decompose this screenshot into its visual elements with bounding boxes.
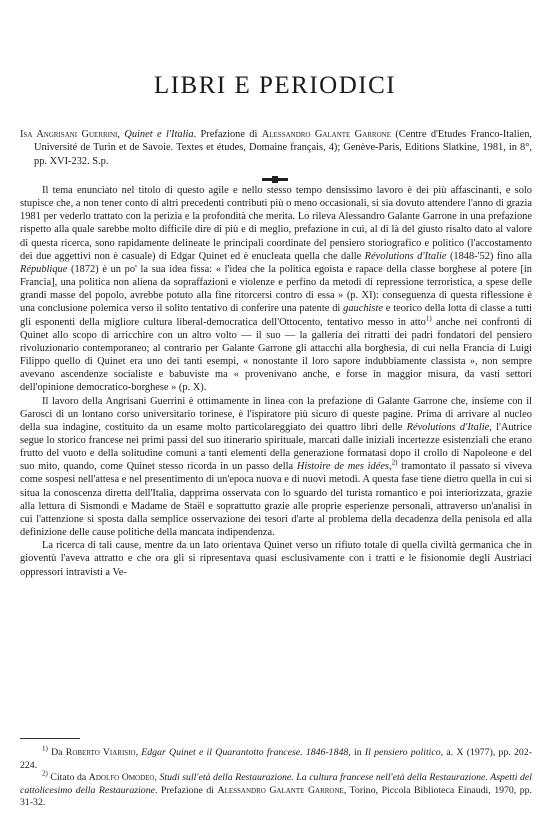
footnote-number: 1) <box>42 744 48 753</box>
footnotes <box>20 744 533 810</box>
text-run: , in <box>348 747 365 758</box>
text-run: Da <box>47 747 66 758</box>
italic-run: Studi sull'età della Restaurazione. La cultura francese nell'età della Restaurazione. Aspetti del cattolicesimo della Restaurazione <box>20 772 532 796</box>
text-run: Il lavoro della Angrisani Guerrini è ottimamente in linea con la prefazione di Galante Garrone che, insieme con il Garosci di un lontano corso universitario torinese, è l'ispiratore più sicuro di queste pagine. Prima di arrivare al nucleo della sua indagine, costituito da un esame molto particolareggiato dei quattro libri delle <box>20 395 532 433</box>
footnote-divider <box>20 738 80 739</box>
footnote-author: Roberto Viarisio <box>65 747 136 758</box>
ornament-icon <box>262 176 288 183</box>
footnote-ref-1[interactable]: 1) <box>425 314 432 323</box>
footnote-author: Adolfo Omodeo <box>88 772 155 784</box>
text-run: (1848-'52) fino alla <box>446 250 532 262</box>
italic-run: gauchiste <box>343 303 383 315</box>
text-run: La ricerca di tali cause, mentre da un lato orientava Quinet verso un rifiuto totale di quella civiltà germanica che in gioventù l'aveva attratto e che ora gli si ripresentava quasi esclusivamente con i tratti e le fisionomie degli Austriaci oppressori intravisti a Ve- <box>20 540 532 578</box>
entry-book-title: Quinet e l'Italia <box>124 129 194 140</box>
footnote-2 <box>20 769 533 810</box>
entry-preface-intro: . Prefazione di <box>193 129 262 140</box>
text-run: tramontato il passato si viveva come sospesi nell'attesa e nel presentimento di un'epoca nuova e di nuovi metodi. A questa fase tiene dietro quella in cui si situa la conoscenza diretta dell'Italia, dapprima osservata con lo sguardo del turista romantico e poi interiorizzata, grazie alla lettura di Sismondi e Madame de Staël e soprattutto grazie alle proprie esperienze personali, attraverso un'analisi in cui l'attenzione si sposta dalla semplice osservazione dei tesori d'arte al problema della decadenza della penisola ed alla definizione delle cause politiche della mancata indipendenza. <box>20 461 532 539</box>
italic-run: République <box>20 263 68 275</box>
italic-run: Il pensiero politico <box>364 747 441 758</box>
text-run: , a. X (1977), pp. 202-224. <box>20 747 532 771</box>
text-run: , <box>388 461 392 473</box>
italic-run: Edgar Quinet e il Quarantotto francese. 1846-1848 <box>141 747 349 758</box>
text-run: anche nei confronti di Quinet allo scopo di arricchire con un altro volto — il suo — la galleria dei ritratti dei padri fondatori del pensiero rivoluzionario contemporaneo; al contrario per Galante Garrone gli attacchi alla borghesia, di cui nella Francia di Luigi Filippo quello di Quinet era uno dei tanti esempi, « nonostante il loro sapore indubbiamente classista », non sempre avevano ascendenze socialiste e babuviste ma « provenivano anche, e forse in maggior misura, da vasti settori dell'opinione democratico-borghese » (p. X). <box>20 316 533 394</box>
text-run: , <box>154 772 160 784</box>
footnote-1 <box>20 744 532 772</box>
italic-run: Révolutions d'Italie <box>406 421 490 433</box>
entry-preface-author: Alessandro Galante Garrone <box>261 129 391 140</box>
text-run: Citato da <box>47 772 89 784</box>
text-run: e teorico della lotta di classe a tutti gli esponenti della migliore cultura liberal-democratica dell'Ottocento, tentativo messo in atto <box>20 303 532 328</box>
bibliographic-entry: Isa Angrisani Guerrini, Quinet e l'Italia. Prefazione di Alessandro Galante Garrone (Centre d'Etudes Franco-Italien, Université de Turin et de Savoie. Textes et études, Domaine français, 4); Genève-Paris, Editions Slatkine, 1981, in 8°, pp. XVI-232. S.p. <box>20 129 532 167</box>
footnote-author: Alessandro Galante Garrone <box>217 784 344 796</box>
text-run: , Torino, Piccola Biblioteca Einaudi, 1970, pp. 31-32. <box>20 784 533 809</box>
paragraph <box>20 395 532 540</box>
entry-author: Isa Angrisani Guerrini <box>20 129 118 140</box>
text-run: . Prefazione di <box>154 784 218 796</box>
paragraph <box>20 539 532 578</box>
text-run: (1872) è un po' la sua idea fissa: « l'idea che la politica egoista e rapace della classe borghese al potere [in Francia], una politica non aliena da sopraffazioni e violenze e perfino da metodi di repressione terroristica, a spese delle grandi masse del popolo, avrebbe potuto alla fine ritorcersi contro di essa » (p. XI): conseguenza di questa riflessione è una conclusione polemica verso il solito tentativo di conferire una patente di <box>20 263 532 315</box>
italic-run: Révolutions d'Italie <box>364 250 447 262</box>
text-run: , <box>135 747 142 758</box>
entry-details: (Centre d'Etudes Franco-Italien, Université de Turin et de Savoie. Textes et études, Domaine français, 4); Genève-Paris, Editions Slatkine, 1981, in 8°, pp. XVI-232. S.p. <box>34 129 532 167</box>
footnote-number: 2) <box>42 769 48 778</box>
paragraph <box>20 184 532 395</box>
page-title: LIBRI E PERIODICI <box>153 72 397 99</box>
text-run: Il tema enunciato nel titolo di questo agile e nello stesso tempo densissimo lavoro è dei più affascinanti, e solo stupisce che, a non tener conto di altri precedenti contributi più o meno occasionali, si sia dovuto attendere l'anno di grazia 1981 per vederlo trattato con la perizia e la profondità che merita. Lo rileva Alessandro Galante Garrone in una prefazione rispetto alla quale sarebbe molto difficile dire di più e di meglio, prefazione in cui, al di là del giusto risalto dato al valore di questa ricerca, sono rapidamente delineate le principali coordinate del pensiero storiografico e politico (l'accostamento dei due aggettivi non è casuale) di Edgar Quinet ed è enucleata quella che dalle <box>20 185 532 262</box>
review-body <box>20 184 532 579</box>
footnote-ref-2[interactable]: 2) <box>391 458 398 467</box>
italic-run: Histoire de mes idées <box>296 461 389 473</box>
text-run: , l'Autrice segue lo storico francese nei primi passi del suo itinerario spirituale, marcati dalle iniziali incertezze esistenziali che erano frutto del vuoto e della solitudine comuni a tanti elementi della generazione formatasi dopo il crollo di Napoleone e del suo mito, quando, come Quinet stesso ricorda in un passo della <box>20 421 532 473</box>
